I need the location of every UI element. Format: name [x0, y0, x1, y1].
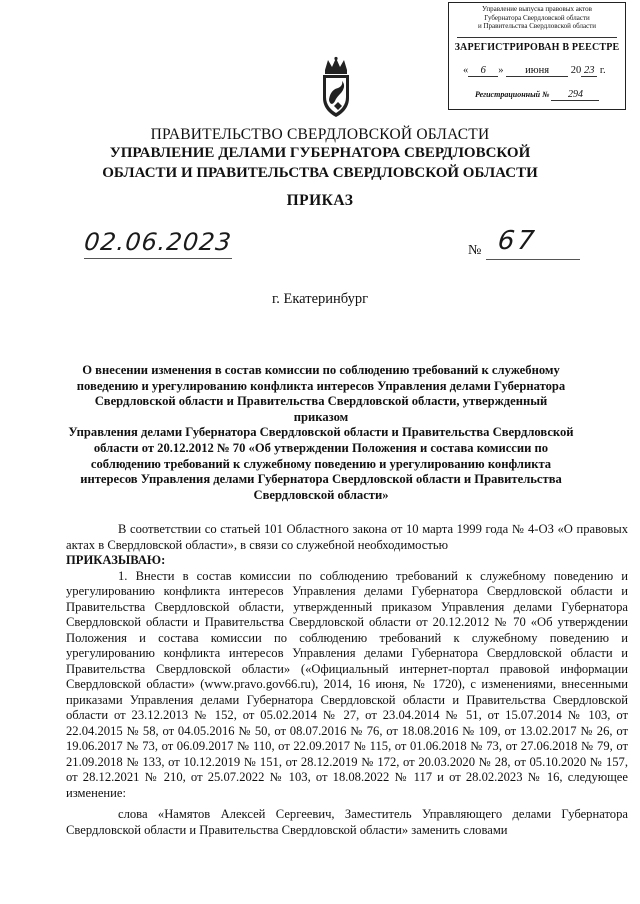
order-body — [66, 522, 628, 838]
stamp-year-suffix: 23 — [581, 65, 597, 77]
subject-line: Свердловской области» — [253, 487, 389, 502]
order-subject — [66, 363, 576, 503]
stamp-issuer-line: Губернатора Свердловской области — [484, 13, 590, 22]
item-1-paragraph: 1. Внести в состав комиссии по соблюдению требований к служебному поведению и урегулированию конфликта интересов Управления делами Губернатора Свердловской области и Правительства Свердловской области, утвержденный приказом Управления делами Губернатора Свердловской области и Правительства Свердловской области от 20.12.2012 № 70 «Об утверждении Положения и состава комиссии по соблюдению требований к служебному поведению и урегулированию конфликта интересов Управления делами Губернатора Свердловской области и Правительства Свердловской области» («Официальный интернет-портал правовой информации Свердловской области» (www.pravo.gov66.ru), 2014, 16 июня, № 1720), с изменениями, внесенными приказами Управления делами Губернатора Свердловской области и Правительства Свердловской области от 23.12.2013 № 152, от 05.02.2014 № 27, от 23.04.2014 № 51, от 15.07.2014 № 103, от 22.04.2015 № 58, от 04.05.2016 № 50, от 08.07.2016 № 76, от 18.08.2016 № 109, от 13.02.2017 № 26, от 19.06.2017 № 73, от 06.09.2017 № 110, от 22.09.2017 № 115, от 01.06.2018 № 73, от 27.06.2018 № 79, от 21.09.2018 № 133, от 10.12.2019 № 151, от 28.12.2019 № 172, от 20.03.2020 № 28, от 05.10.2020 № 157, от 28.12.2021 № 210, от 25.07.2022 № 103, от 18.08.2022 № 117 и от 28.02.2023 № 16, следующее изменение: — [66, 568, 628, 800]
order-word: ПРИКАЗЫВАЮ: — [66, 553, 166, 567]
stamp-day: 6 — [468, 65, 498, 77]
stamp-issuer-line: и Правительства Свердловской области — [477, 22, 597, 30]
stamp-reg-label: Регистрационный № — [475, 90, 550, 99]
stamp-quote-open: « — [463, 65, 469, 76]
stamp-issuer-line: Управление выпуска правовых актов — [482, 5, 592, 13]
subject-line: Свердловской области и Правительства Свердловской области, утвержденный приказом — [94, 394, 548, 424]
replacement-paragraph: слова «Намятов Алексей Сергеевич, Заместитель Управляющего делами Губернатора Свердловской области и Правительства Свердловской области» заменить словами — [66, 807, 628, 837]
subject-line: интересов Управления делами Губернатора Свердловской области и Правительства — [80, 472, 562, 487]
stamp-registration-date — [463, 65, 625, 77]
number-sign: № — [468, 243, 482, 258]
stamp-reg-number: 294 — [551, 89, 599, 101]
stamp-title: ЗАРЕГИСТРИРОВАН В РЕЕСТРЕ — [454, 42, 620, 53]
order-number: 67 — [496, 226, 539, 256]
subject-line: О внесении изменения в состав комиссии по соблюдению требований к служебному — [82, 363, 560, 377]
department-name-line: УПРАВЛЕНИЕ ДЕЛАМИ ГУБЕРНАТОРА СВЕРДЛОВСКОЙ — [109, 145, 531, 161]
subject-line: поведению и урегулированию конфликта интересов Управления делами Губернатора — [76, 378, 566, 393]
stamp-quote-close: » — [498, 65, 504, 76]
department-name — [0, 143, 640, 183]
document-type: ПРИКАЗ — [286, 192, 354, 209]
government-name: ПРАВИТЕЛЬСТВО СВЕРДЛОВСКОЙ ОБЛАСТИ — [150, 126, 490, 143]
coat-of-arms-icon — [316, 56, 356, 120]
subject-line: соблюдению требований к служебному поведению и урегулированию конфликта — [90, 456, 552, 471]
number-underline — [486, 259, 580, 260]
department-name-line: ОБЛАСТИ И ПРАВИТЕЛЬСТВА СВЕРДЛОВСКОЙ ОБЛАСТИ — [102, 165, 538, 181]
order-date: 02.06.2023 — [82, 228, 234, 256]
registry-stamp — [448, 2, 626, 110]
city-line: г. Екатеринбург — [271, 291, 369, 307]
stamp-issuer — [449, 3, 625, 31]
subject-line: Управления делами Губернатора Свердловской области и Правительства Свердловской — [68, 425, 574, 440]
intro-paragraph: В соответствии со статьей 101 Областного закона от 10 марта 1999 года № 4-ОЗ «О правовых актах в Свердловской области», в связи со служебной необходимостью — [66, 522, 628, 552]
stamp-year-unit: г. — [599, 65, 606, 76]
stamp-registration-number — [475, 89, 599, 101]
stamp-divider — [457, 37, 617, 38]
date-underline — [84, 258, 232, 259]
subject-line: области от 20.12.2012 № 70 «Об утверждении Положения и состава комиссии по — [93, 440, 549, 455]
stamp-year-prefix: 20 — [570, 65, 582, 76]
stamp-month: июня — [506, 65, 568, 77]
